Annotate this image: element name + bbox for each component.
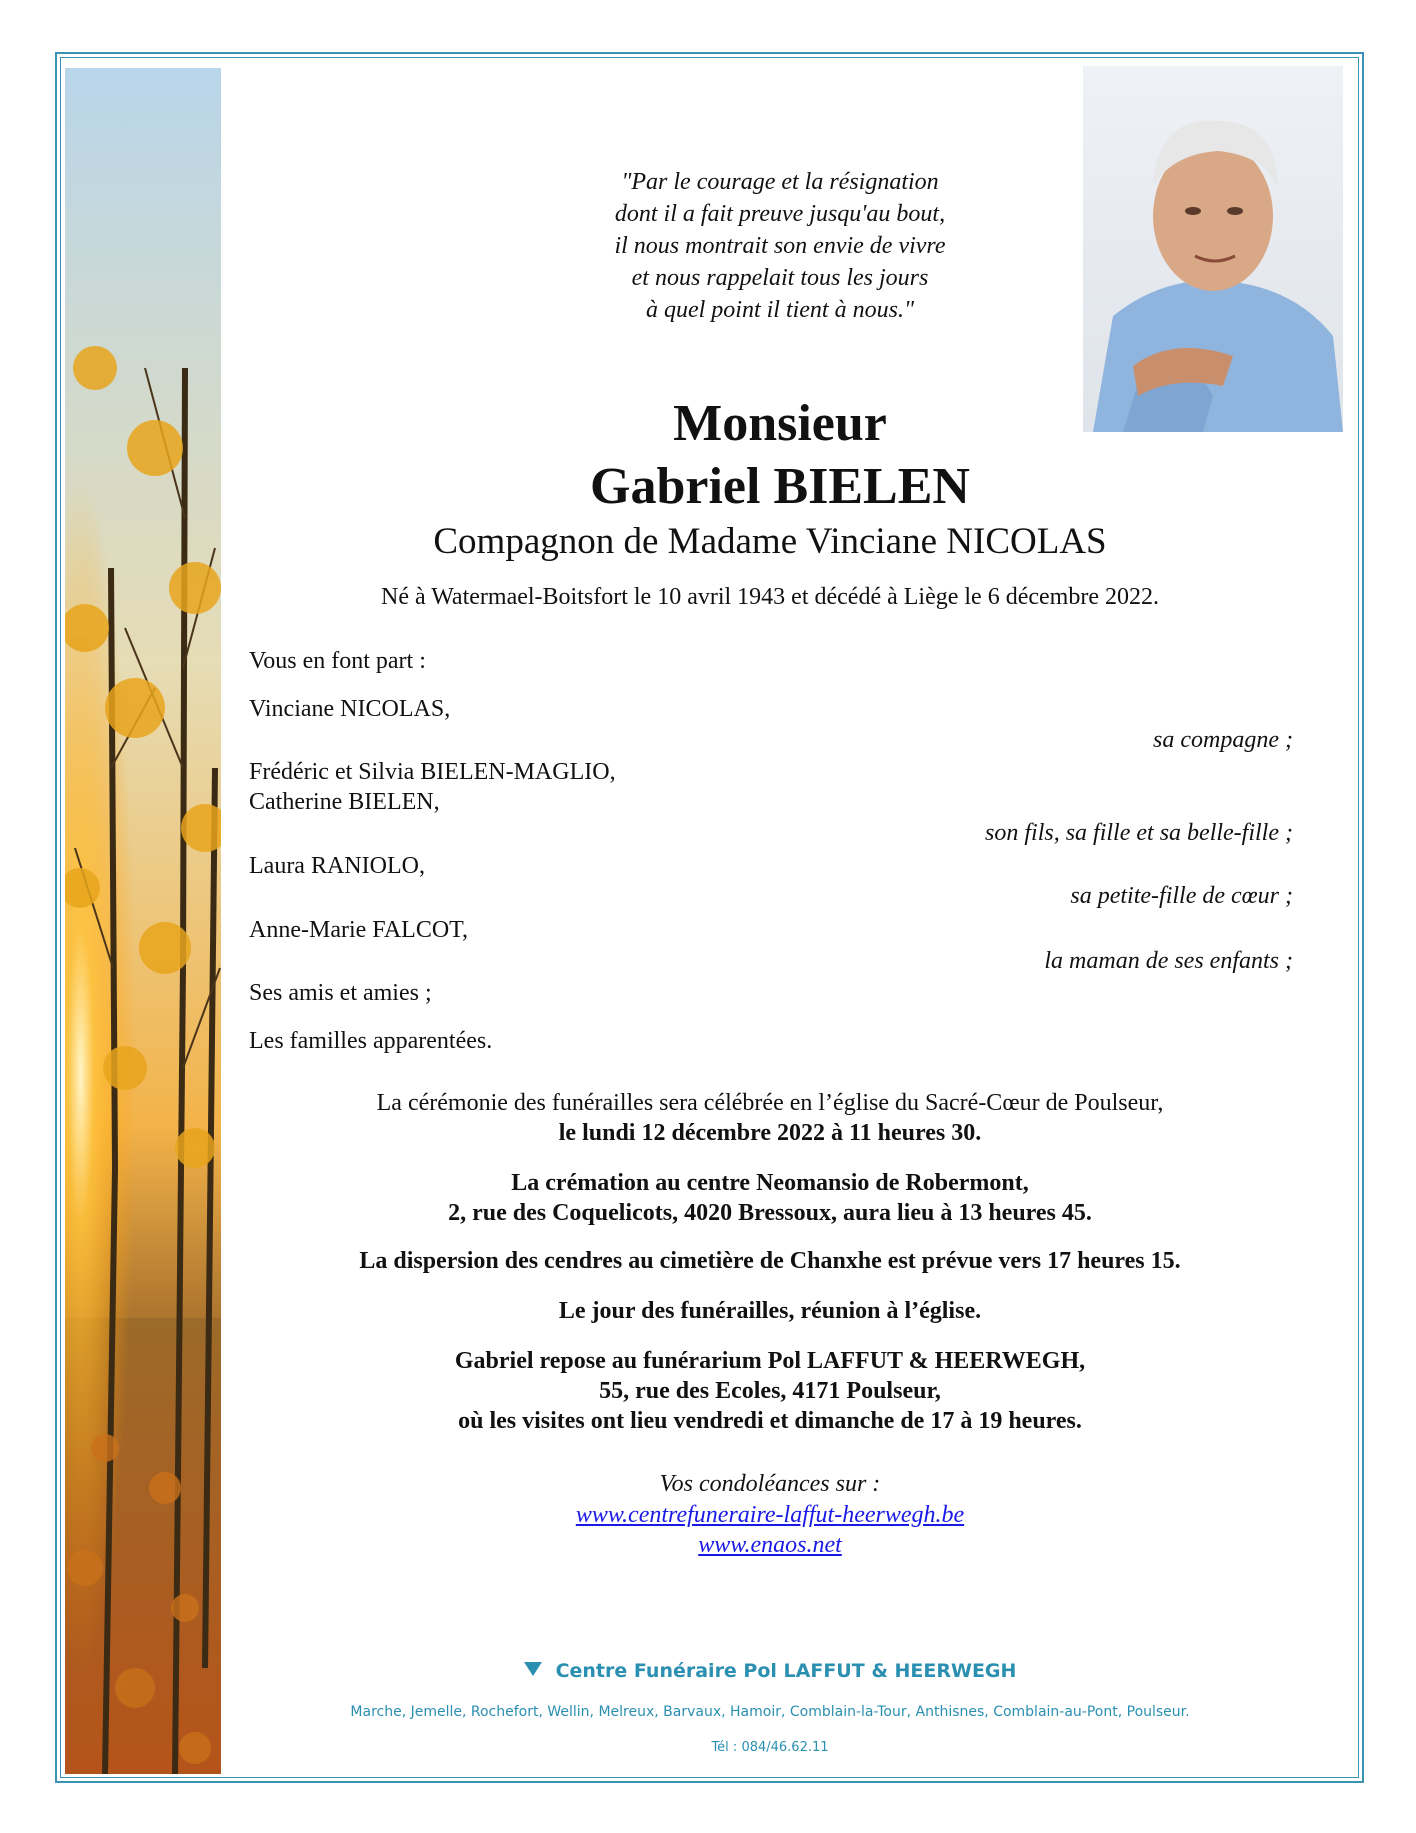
funeral-home-label: Centre Funéraire Pol LAFFUT & HEERWEGH (555, 1660, 1017, 1682)
memorial-quote (440, 166, 1120, 326)
funeral-home-name (240, 1660, 1300, 1682)
honorific: Monsieur (673, 395, 887, 452)
quote-line: à quel point il tient à nous." (645, 297, 915, 323)
ceremony-date: le lundi 12 décembre 2022 à 11 heures 30. (558, 1120, 982, 1146)
triangle-down-icon (524, 1662, 542, 1676)
family-relation: son fils, sa fille et sa belle-fille ; (985, 820, 1293, 846)
family-relation: sa petite-fille de cœur ; (1070, 883, 1293, 909)
family-intro: Vous en font part : (249, 648, 426, 674)
condolences-link[interactable]: www.centrefuneraire-laffut-heerwegh.be (575, 1502, 965, 1528)
friends-line: Ses amis et amies ; (249, 980, 432, 1006)
funeral-home-phone: Tél : 084/46.62.11 (711, 1740, 829, 1755)
deceased-name: Gabriel BIELEN (590, 458, 970, 515)
condolences-label: Vos condoléances sur : (659, 1471, 881, 1497)
visits-line: où les visites ont lieu vendredi et dimanche de 17 à 19 heures. (458, 1408, 1082, 1434)
autumn-forest-image (65, 68, 221, 1774)
dispersion-line: La dispersion des cendres au cimetière de Chanxhe est prévue vers 17 heures 15. (359, 1248, 1181, 1274)
family-name: Anne-Marie FALCOT, (249, 917, 469, 943)
family-relation: la maman de ses enfants ; (1044, 948, 1293, 974)
family-name: Vinciane NICOLAS, (249, 696, 451, 722)
family-relation: sa compagne ; (1153, 727, 1293, 753)
family-name: Laura RANIOLO, (249, 853, 425, 879)
family-name: Frédéric et Silvia BIELEN-MAGLIO, (249, 759, 616, 785)
repose-address: 55, rue des Ecoles, 4171 Poulseur, (599, 1378, 941, 1404)
enaos-link[interactable]: www.enaos.net (698, 1532, 842, 1558)
quote-line: il nous montrait son envie de vivre (614, 233, 946, 259)
quote-line: "Par le courage et la résignation (621, 169, 939, 195)
family-name: Catherine BIELEN, (249, 789, 440, 815)
funeral-home-towns: Marche, Jemelle, Rochefort, Wellin, Melreux, Barvaux, Hamoir, Comblain-la-Tour, Anthisnes, Comblain-au-Pont, Poulseur. (350, 1704, 1190, 1720)
birth-death-line: Né à Watermael-Boitsfort le 10 avril 1943 et décédé à Liège le 6 décembre 2022. (381, 584, 1159, 610)
families-line: Les familles apparentées. (249, 1028, 493, 1054)
portrait-photo (1083, 66, 1343, 432)
quote-line: dont il a fait preuve jusqu'au bout, (614, 201, 946, 227)
quote-line: et nous rappelait tous les jours (631, 265, 929, 291)
ceremony-line: La cérémonie des funérailles sera célébrée en l’église du Sacré-Cœur de Poulseur, (376, 1090, 1164, 1116)
reunion-line: Le jour des funérailles, réunion à l’église. (558, 1298, 982, 1324)
cremation-address: 2, rue des Coquelicots, 4020 Bressoux, aura lieu à 13 heures 45. (448, 1200, 1092, 1226)
repose-line: Gabriel repose au funérarium Pol LAFFUT & HEERWEGH, (454, 1348, 1086, 1374)
companion-line: Compagnon de Madame Vinciane NICOLAS (433, 521, 1107, 562)
cremation-line: La crémation au centre Neomansio de Robermont, (511, 1170, 1029, 1196)
